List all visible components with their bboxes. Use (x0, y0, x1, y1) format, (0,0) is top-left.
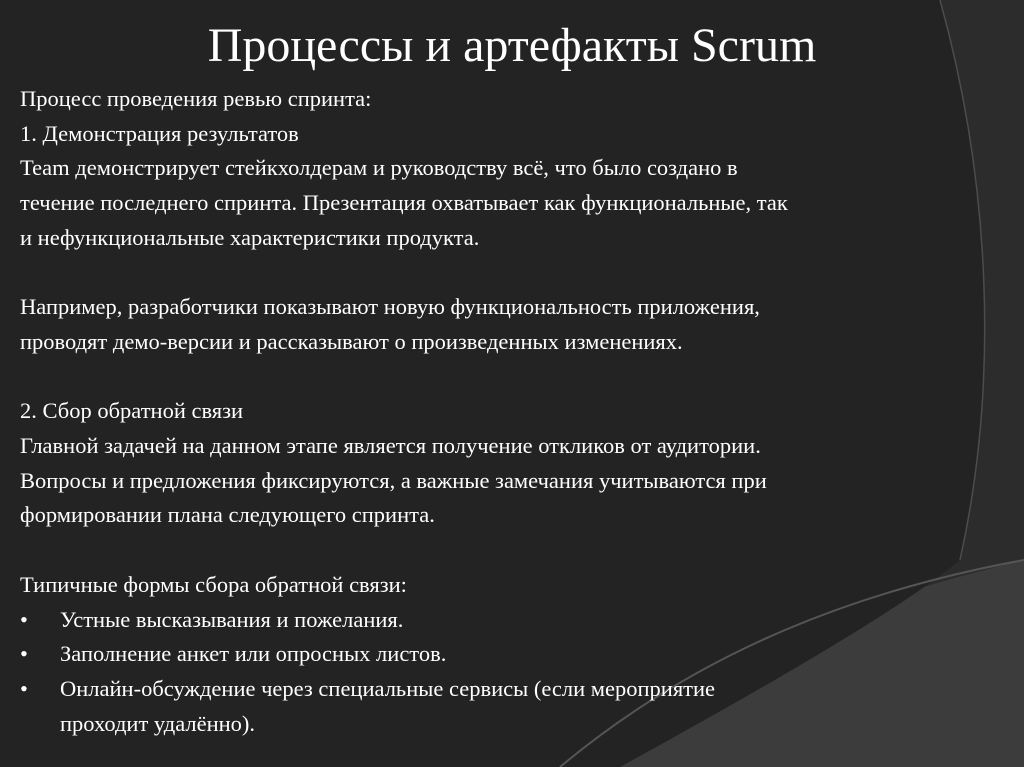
body-line: 1. Демонстрация результатов (20, 120, 299, 146)
paragraph-gap (20, 256, 995, 291)
body-line: течение последнего спринта. Презентация охватывает как функциональные, так (20, 190, 788, 216)
body-line: Team демонстрирует стейкхолдерам и руководству всё, что было создано в (20, 155, 738, 181)
paragraph-gap (20, 533, 995, 568)
list-item-text: Устные высказывания и пожелания. (60, 606, 404, 632)
body-line: Вопросы и предложения фиксируются, а важные замечания учитываются при (20, 467, 767, 493)
body-line: проводят демо-версии и рассказывают о произведенных изменениях. (20, 328, 683, 354)
list-item (20, 603, 995, 638)
slide-title: Процессы и артефакты Scrum (207, 19, 817, 72)
body-line: Например, разработчики показывают новую функциональность приложения, (20, 294, 760, 320)
list-item-text: Онлайн-обсуждение через специальные сервисы (если мероприятие (60, 675, 716, 701)
bullet-marker: • (20, 606, 28, 632)
body-line: 2. Сбор обратной связи (20, 398, 244, 424)
body-line: формировании плана следующего спринта. (20, 502, 435, 528)
bullet-marker: • (20, 675, 28, 701)
body-line: Главной задачей на данном этапе является получение откликов от аудитории. (20, 433, 761, 458)
bullet-marker: • (20, 641, 28, 667)
list-item (20, 637, 995, 672)
body-line: Типичные формы сбора обратной связи: (20, 571, 407, 597)
list-item-text: Заполнение анкет или опросных листов. (60, 641, 447, 667)
slide-body (20, 82, 995, 741)
body-line: Процесс проведения ревью спринта: (20, 86, 372, 111)
paragraph-gap (20, 360, 995, 395)
list-item-continuation: проходит удалённо). (60, 710, 256, 736)
body-line: и нефункциональные характеристики продукта. (20, 224, 480, 250)
list-item (20, 672, 995, 707)
